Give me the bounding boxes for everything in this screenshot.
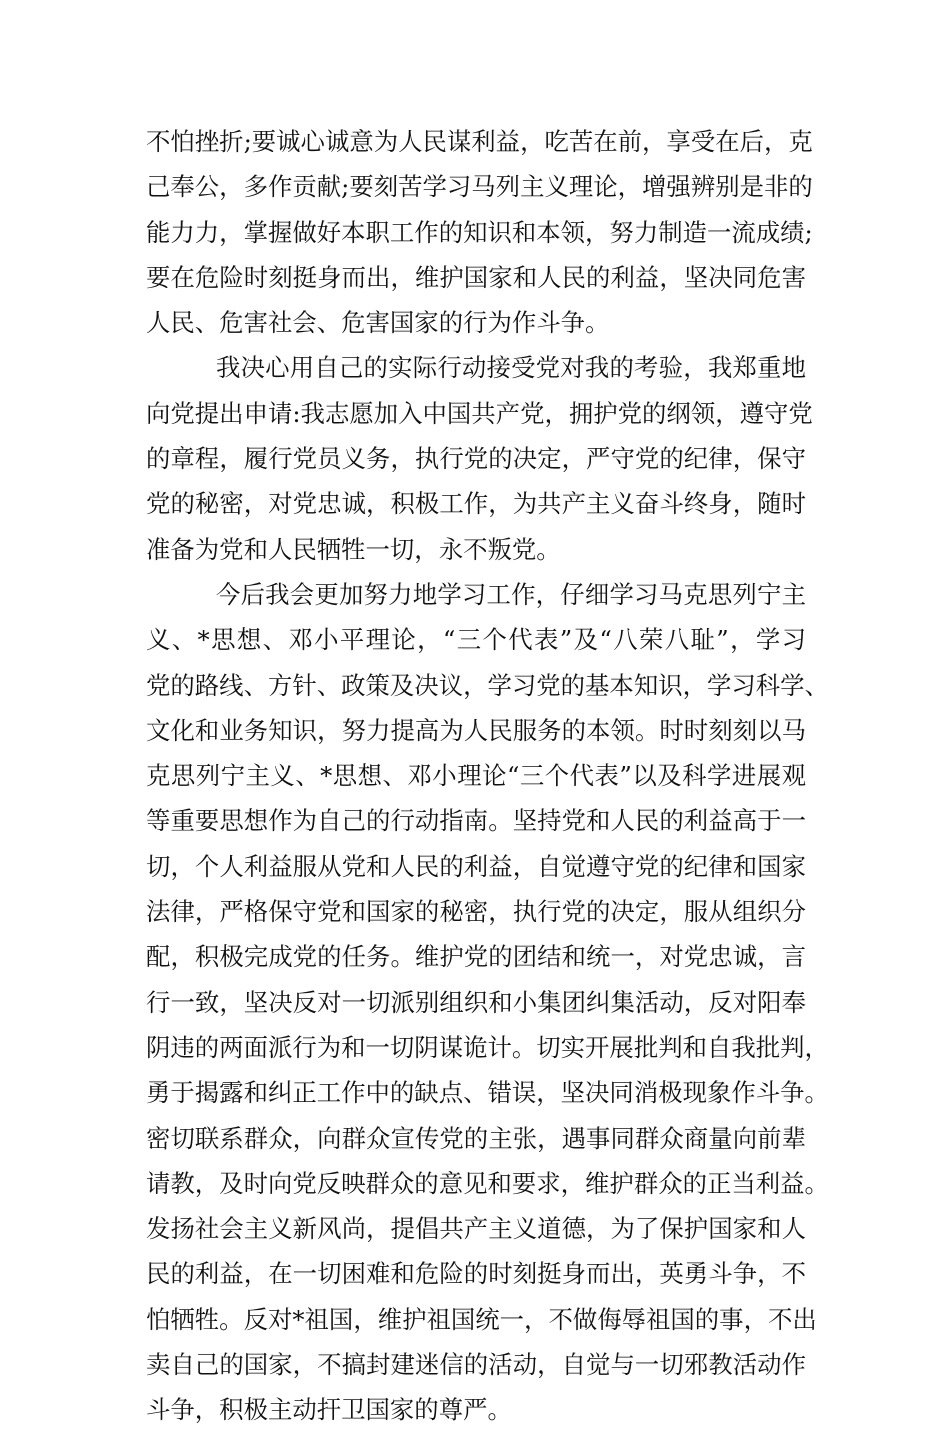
text-line: 今后我会更加努力地学习工作，仔细学习马克思列宁主 bbox=[216, 579, 806, 609]
text-line: 准备为党和人民牺牲一切，永不叛党。 bbox=[146, 534, 561, 564]
text-line: 斗争，积极主动扞卫国家的尊严。 bbox=[146, 1395, 512, 1425]
text-line: 能力力，掌握做好本职工作的知识和本领，努力制造一流成绩; bbox=[146, 217, 813, 247]
text-line: 勇于揭露和纠正工作中的缺点、错误，坚决同消极现象作斗争。 bbox=[146, 1078, 829, 1108]
text-line: 人民、危害社会、危害国家的行为作斗争。 bbox=[146, 308, 610, 338]
text-line: 不怕挫折;要诚心诚意为人民谋利益，吃苦在前，享受在后，克 bbox=[146, 127, 813, 156]
text-line: 密切联系群众，向群众宣传党的主张，遇事同群众商量向前辈 bbox=[146, 1123, 806, 1153]
paragraph-3 bbox=[146, 572, 829, 1433]
text-line: 行一致，坚决反对一切派别组织和小集团纠集活动，反对阳奉 bbox=[146, 987, 806, 1017]
text-line: 要在危险时刻挺身而出，维护国家和人民的利益，坚决同危害 bbox=[146, 262, 806, 292]
text-line: 请教，及时向党反映群众的意见和要求，维护群众的正当利益。 bbox=[146, 1168, 829, 1198]
text-line: 卖自己的国家，不搞封建迷信的活动，自觉与一切邪教活动作 bbox=[146, 1350, 806, 1380]
text-line: 怕牺牲。反对*祖国，维护祖国统一，不做侮辱祖国的事，不出 bbox=[146, 1304, 817, 1334]
text-line: 法律，严格保守党和国家的秘密，执行党的决定，服从组织分 bbox=[146, 897, 806, 927]
document-page bbox=[146, 119, 829, 1433]
text-line: 等重要思想作为自己的行动指南。坚持党和人民的利益高于一 bbox=[146, 806, 806, 836]
text-line: 配，积极完成党的任务。维护党的团结和统一，对党忠诚，言 bbox=[146, 942, 806, 972]
text-line: 发扬社会主义新风尚，提倡共产主义道德，为了保护国家和人 bbox=[146, 1214, 806, 1244]
text-line: 文化和业务知识，努力提高为人民服务的本领。时时刻刻以马 bbox=[146, 715, 806, 745]
paragraph-1 bbox=[146, 119, 813, 345]
text-line: 向党提出申请:我志愿加入中国共产党，拥护党的纲领，遵守党 bbox=[146, 398, 813, 428]
text-line: 民的利益，在一切困难和危险的时刻挺身而出，英勇斗争，不 bbox=[146, 1259, 806, 1289]
paragraph-2 bbox=[146, 345, 813, 571]
text-line: 我决心用自己的实际行动接受党对我的考验，我郑重地 bbox=[216, 353, 806, 383]
text-line: 的章程，履行党员义务，执行党的决定，严守党的纪律，保守 bbox=[146, 444, 806, 474]
text-line: 党的路线、方针、政策及决议，学习党的基本知识，学习科学、 bbox=[146, 670, 829, 700]
text-line: 切，个人利益服从党和人民的利益，自觉遵守党的纪律和国家 bbox=[146, 851, 806, 881]
text-line: 阴违的两面派行为和一切阴谋诡计。切实开展批判和自我批判， bbox=[146, 1032, 829, 1062]
text-line: 党的秘密，对党忠诚，积极工作，为共产主义奋斗终身，随时 bbox=[146, 489, 806, 519]
text-line: 己奉公，多作贡献;要刻苦学习马列主义理论，增强辨别是非的 bbox=[146, 172, 813, 202]
text-line: 义、*思想、邓小平理论，“三个代表”及“八荣八耻”，学习 bbox=[146, 625, 806, 655]
text-line: 克思列宁主义、*思想、邓小理论“三个代表”以及科学进展观 bbox=[146, 761, 806, 791]
